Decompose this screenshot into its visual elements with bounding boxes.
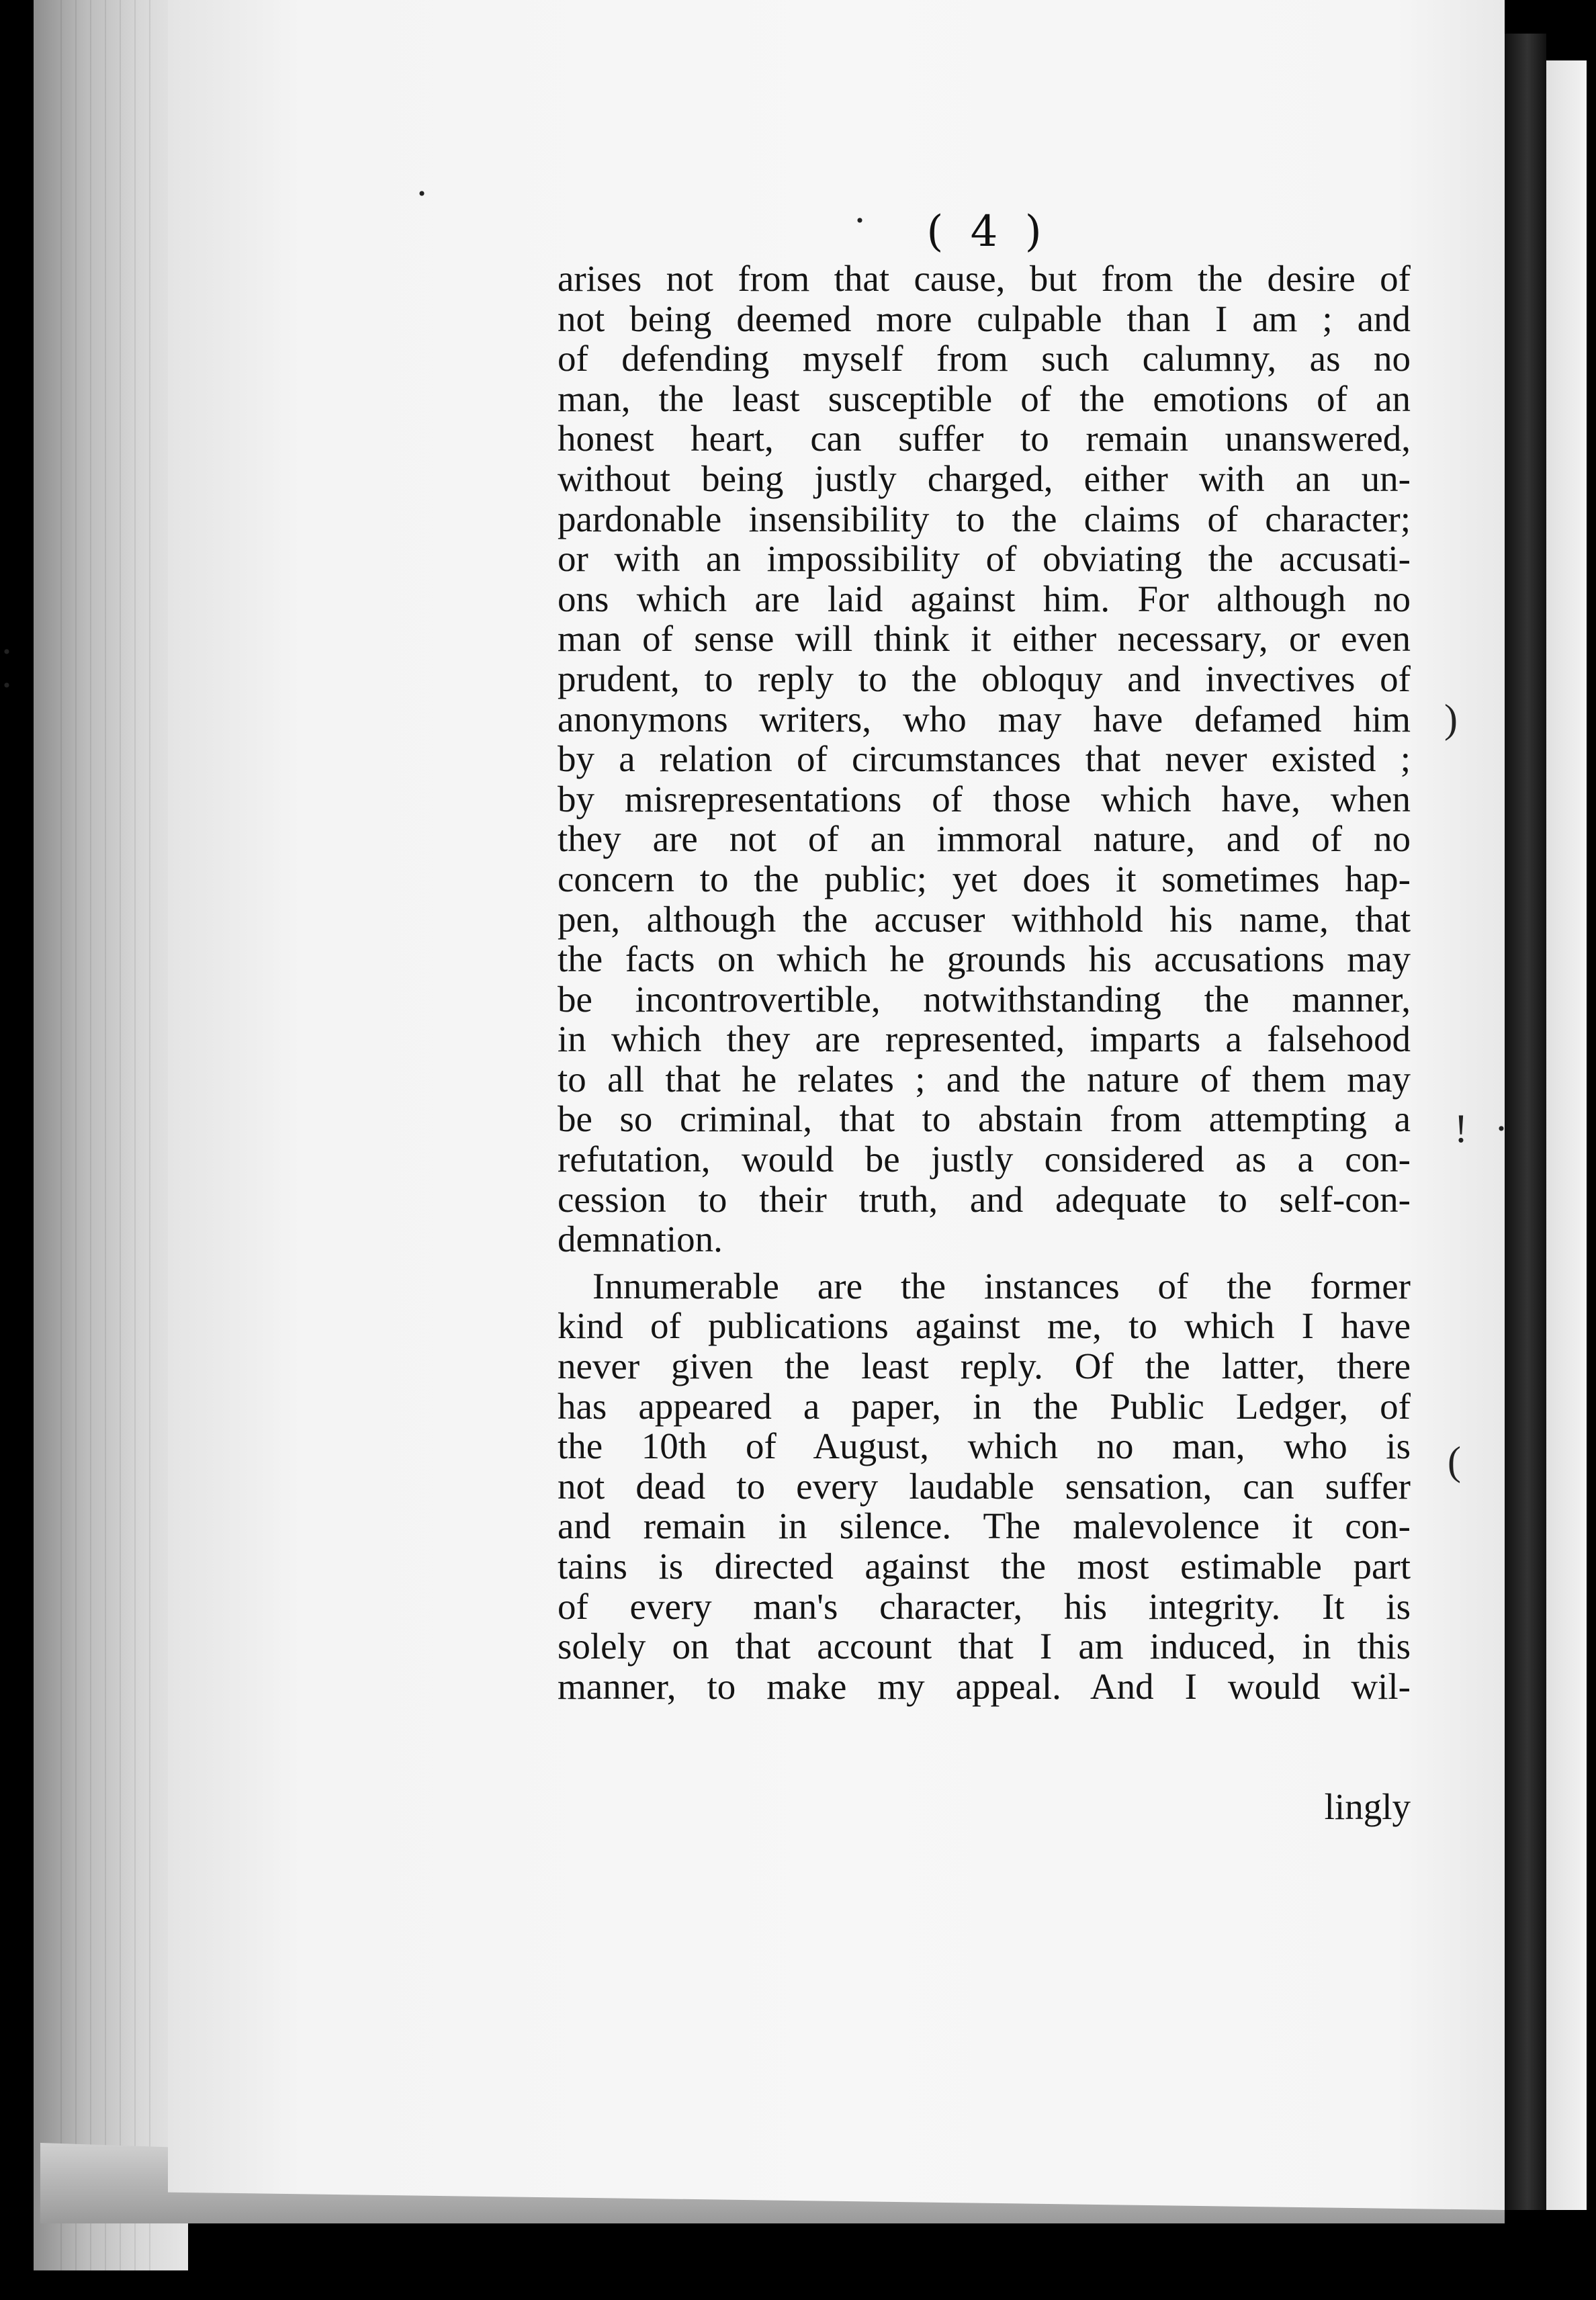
text-line: be incontrovertible, notwithstanding the manner, xyxy=(558,978,1411,1020)
text-line: anonymons writers, who may have defamed him xyxy=(558,698,1411,740)
ink-speck: ( xyxy=(1448,1439,1461,1483)
text-line: Innumerable are the instances of the former xyxy=(592,1265,1411,1307)
paragraph xyxy=(558,1266,1411,1707)
ink-speck: · xyxy=(0,663,13,707)
text-line: and remain in silence. The malevolence it con- xyxy=(558,1505,1411,1547)
text-line: has appeared a paper, in the Public Ledger, of xyxy=(558,1385,1411,1427)
text-line: pen, although the accuser withhold his name, that xyxy=(558,898,1411,940)
ink-speck: · xyxy=(415,171,429,216)
page-number: ( 4 ) xyxy=(926,207,1049,257)
text-line: be so criminal, that to abstain from attempting a xyxy=(558,1098,1411,1140)
paragraph xyxy=(558,259,1411,1259)
text-line: in which they are represented, imparts a falsehood xyxy=(558,1018,1411,1060)
text-line: by a relation of circumstances that never existed ; xyxy=(558,738,1411,780)
text-line: pardonable insensibility to the claims of character; xyxy=(558,498,1411,539)
ink-speck: · xyxy=(1495,1106,1508,1151)
text-line: of defending myself from such calumny, as no xyxy=(558,338,1411,380)
book-gutter xyxy=(1505,34,1546,2210)
text-line: concern to the public; yet does it sometimes hap- xyxy=(558,858,1411,899)
text-line: of every man's character, his integrity. It is xyxy=(558,1585,1411,1627)
ink-speck: · xyxy=(853,198,867,242)
text-line: cession to their truth, and adequate to self-con- xyxy=(558,1178,1411,1220)
stacked-page-edges xyxy=(60,0,161,2270)
text-line: man, the least susceptible of the emotions of an xyxy=(558,378,1411,419)
text-line: the 10th of August, which no man, who is xyxy=(558,1425,1411,1467)
catchword: lingly xyxy=(1324,1786,1411,1827)
ink-speck: ) xyxy=(1444,697,1458,741)
ink-speck: · xyxy=(0,629,13,674)
text-line: or with an impossibility of obviating the accusati- xyxy=(558,538,1411,580)
text-line: kind of publications against me, to which I have xyxy=(558,1305,1411,1347)
text-line: to all that he relates ; and the nature of them may xyxy=(558,1058,1411,1100)
text-line: prudent, to reply to the obloquy and invectives of xyxy=(558,658,1411,699)
text-line: tains is directed against the most estimable part xyxy=(558,1546,1411,1587)
text-line: by misrepresentations of those which have, when xyxy=(558,778,1411,820)
text-line: demnation. xyxy=(558,1219,723,1260)
text-line: they are not of an immoral nature, and of no xyxy=(558,818,1411,860)
text-line: honest heart, can suffer to remain unanswered, xyxy=(558,418,1411,459)
ink-speck: ! xyxy=(1454,1106,1468,1151)
facing-page-edge xyxy=(1546,60,1587,2210)
text-line: man of sense will think it either necessary, or even xyxy=(558,618,1411,660)
text-line: the facts on which he grounds his accusations may xyxy=(558,938,1411,980)
text-line: never given the least reply. Of the latter, there xyxy=(558,1345,1411,1387)
text-line: refutation, would be justly considered as a con- xyxy=(558,1139,1411,1180)
text-line: solely on that account that I am induced, in this xyxy=(558,1626,1411,1667)
text-line: not dead to every laudable sensation, can suffer xyxy=(558,1465,1411,1507)
text-line: ons which are laid against him. For although no xyxy=(558,578,1411,619)
text-line: arises not from that cause, but from the desire of xyxy=(558,258,1411,299)
text-line: not being deemed more culpable than I am ; and xyxy=(558,298,1411,339)
text-line: manner, to make my appeal. And I would wil- xyxy=(558,1665,1411,1707)
text-line: without being justly charged, either with an un- xyxy=(558,457,1411,499)
body-text xyxy=(558,259,1411,1706)
